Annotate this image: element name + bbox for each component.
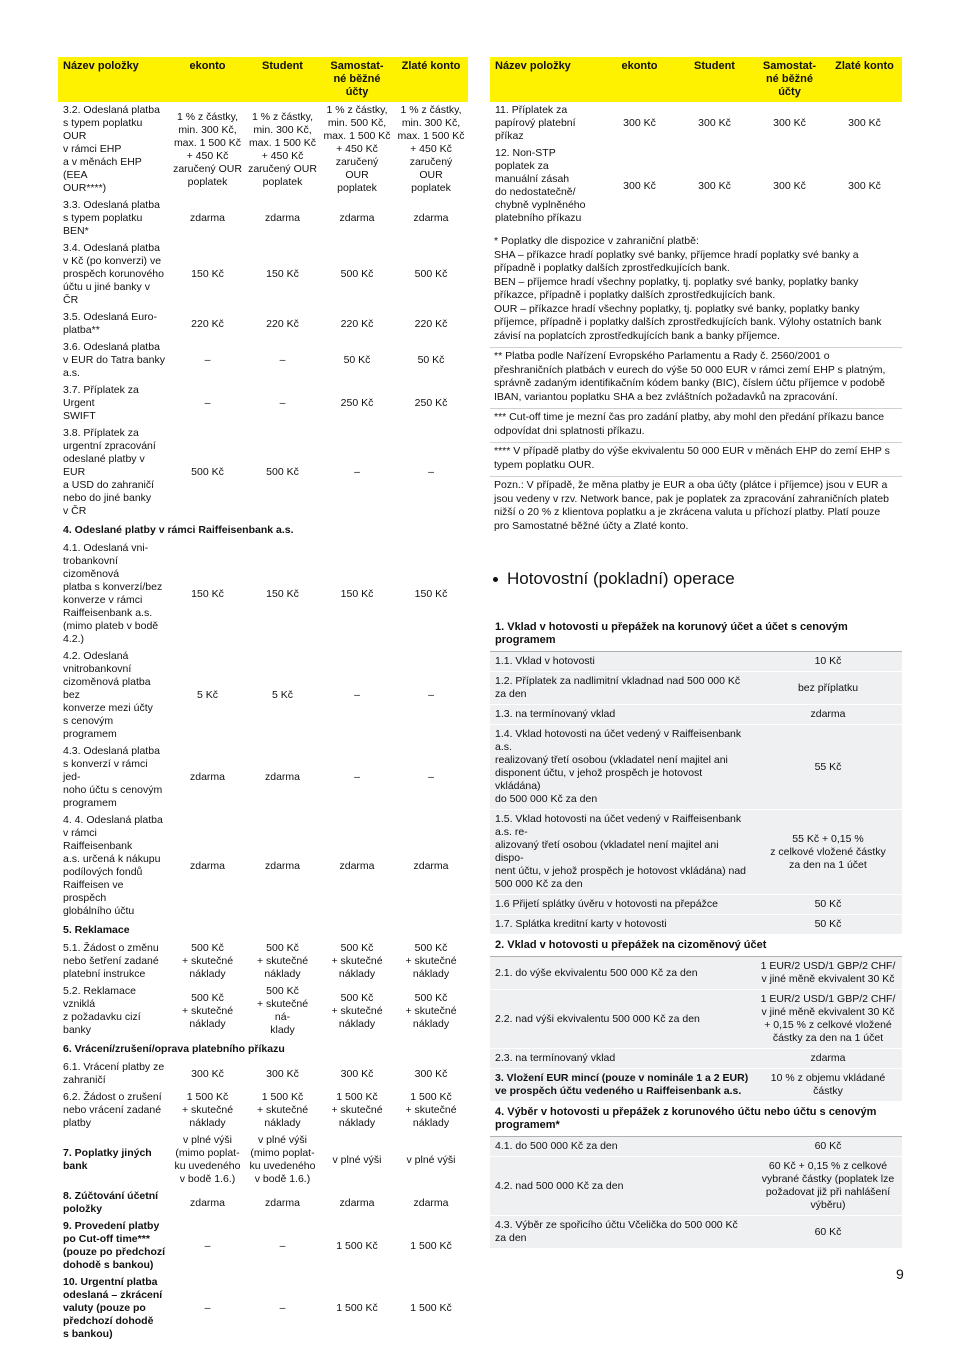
fee-value: 1 500 Kč: [410, 1239, 452, 1252]
fee-value: –: [204, 1302, 211, 1314]
left-fee-table: [58, 57, 468, 1343]
fee-value: –: [204, 397, 211, 409]
table-row: [58, 240, 468, 309]
cash-value: 10 Kč: [754, 652, 902, 672]
fee-value: 300 Kč: [340, 1067, 374, 1080]
fee-value: –: [354, 689, 360, 701]
cash-section-title: 2. Vklad v hotovosti u přepážek na cizoměnový účet: [490, 935, 902, 957]
fee-value: –: [428, 466, 434, 478]
fee-value: 500 Kč: [191, 466, 224, 478]
fee-value: 150 Kč: [191, 268, 224, 280]
table-row: [58, 540, 468, 648]
fee-value: 150 Kč: [414, 587, 448, 600]
cash-value: bez příplatku: [754, 672, 902, 705]
header-row: [490, 57, 902, 102]
fee-value: 500 Kč + skutečné náklady: [181, 942, 234, 980]
fee-value: –: [204, 1239, 211, 1252]
fee-value: 1 % z částky, min. 300 Kč, max. 1 500 Kč + 450 Kč zaručený OUR poplatek: [173, 110, 242, 188]
cash-row: [490, 1137, 902, 1157]
column-header: ekonto: [602, 57, 677, 102]
cash-value: 55 Kč + 0,15 % z celkové vložené částky za den na 1 účet: [754, 810, 902, 895]
fee-value: 1 % z částky, min. 500 Kč, max. 1 500 Kč + 450 Kč zaručený OUR poplatek: [323, 104, 391, 194]
cash-label: 4.3. Výběr ze spořicího účtu Včelička do 500 000 Kč za den: [490, 1216, 754, 1249]
table-row: [490, 145, 902, 227]
fee-value: –: [428, 771, 434, 783]
cash-label: 3. Vložení EUR mincí (pouze v nominále 1 a 2 EUR) ve prospěch účtu vedeného u Raiffeisenbank a.s.: [490, 1069, 754, 1102]
fee-value: 5 Kč: [271, 689, 293, 701]
fee-value: 300 Kč: [773, 179, 806, 192]
cash-row: [490, 1069, 902, 1102]
row-label: 3.3. Odeslaná platba s typem poplatku BEN*: [63, 199, 160, 237]
cash-fee-table: [490, 613, 902, 1249]
fee-value: 500 Kč: [340, 268, 374, 280]
cash-value: 60 Kč + 0,15 % z celkové vybrané částky (poplatek lze požadovat již při nahlášení výběru): [754, 1157, 902, 1216]
fee-value: 1 500 Kč + skutečné náklady: [405, 1091, 457, 1129]
cash-row: [490, 652, 902, 672]
column-header: Název položky: [490, 57, 602, 102]
cash-row: [490, 672, 902, 705]
fee-value: –: [279, 1239, 286, 1252]
column-header: Zlaté konto: [394, 57, 468, 102]
right-fee-table: [490, 57, 902, 227]
table-row: [58, 102, 468, 197]
fee-value: 150 Kč: [266, 587, 299, 600]
fee-value: zdarma: [189, 1196, 225, 1209]
row-label: 4. 4. Odeslaná platba v rámci Raiffeisenbank a.s. určená k nákupu podílových fondů Raiffeisen ve prospěch globálního účtu: [63, 814, 163, 917]
cash-row: [490, 725, 902, 810]
cash-label: 2.1. do výše ekvivalentu 500 000 Kč za den: [490, 957, 754, 990]
row-label: 10. Urgentní platba odeslaná – zkrácení valuty (pouze po předchozí dohodě s bankou): [63, 1276, 163, 1340]
table-row: [58, 812, 468, 920]
fee-value: 1 500 Kč + skutečné náklady: [181, 1091, 234, 1129]
row-label: 3.5. Odeslaná Euro- platba**: [63, 311, 157, 336]
cash-value: 60 Kč: [754, 1216, 902, 1249]
cash-value: zdarma: [754, 705, 902, 725]
fee-value: –: [279, 397, 286, 409]
fee-value: zdarma: [339, 859, 375, 872]
fee-value: 500 Kč + skutečné náklady: [331, 991, 383, 1030]
fee-value: 220 Kč: [191, 317, 224, 330]
section-row: [58, 520, 468, 540]
fee-value: 500 Kč + skutečné ná- klady: [256, 985, 309, 1036]
fee-value: 500 Kč: [266, 466, 299, 478]
fee-value: 500 Kč + skutečné náklady: [405, 942, 457, 980]
table-row: [58, 425, 468, 520]
fee-value: 500 Kč + skutečné náklady: [256, 942, 309, 980]
cash-label: 4.2. nad 500 000 Kč za den: [490, 1157, 754, 1216]
left-fee-table-container: [58, 57, 468, 1343]
fee-value: 1 500 Kč + skutečné náklady: [331, 1091, 383, 1129]
cash-row: [490, 1216, 902, 1249]
cash-operations-heading: [490, 569, 902, 589]
column-header: Samostat- né běžné účty: [752, 57, 827, 102]
column-header: ekonto: [170, 57, 245, 102]
fee-value: 5 Kč: [196, 689, 218, 701]
row-label: 8. Zúčtování účetní položky: [63, 1190, 159, 1215]
cash-section-row: [490, 935, 902, 957]
row-label: 5.1. Žádost o změnu nebo šetření zadané platební instrukce: [63, 942, 159, 980]
fee-value: 300 Kč: [623, 179, 656, 192]
fee-value: v plné výši: [406, 1153, 456, 1166]
fee-value: 300 Kč: [848, 117, 881, 129]
cash-label: 1.5. Vklad hotovosti na účet vedený v Raiffeisenbank a.s. re- alizovaný třetí osobou (vkladatel není majitel ani dispo- nent účtu, v jehož prospěch je hotovost vkládána) nad 500 000 Kč za den: [490, 810, 754, 895]
footnote: ** Platba podle Nařízení Evropského Parlamentu a Rady č. 2560/2001 o přeshraničních platbách v eurech do výše 50 000 EUR v rámci zemí EHP s platným, správně zadaným identifikačním kódem banky (BIC), číslem účtu příjemce v podobě IBAN, variantou poplatku SHA a bez zvláštních požadavků na zpracování.: [490, 348, 902, 409]
fee-value: zdarma: [264, 859, 300, 872]
fee-value: zdarma: [189, 771, 225, 783]
footnote: *** Cut-off time je mezní čas pro zadání platby, aby mohl den předání příkazu bance odpovídat dni splatnosti příkazu.: [490, 409, 902, 443]
fee-value: 250 Kč: [340, 397, 374, 409]
section-title: 4. Odeslané platby v rámci Raiffeisenbank a.s.: [63, 524, 294, 536]
row-label: 4.1. Odeslaná vni- trobankovní cizoměnová platba s konverzí/bez konverze v rámci Raiffeisenbank a.s. (mimo plateb v bodě 4.2.): [63, 542, 163, 645]
section-row: [58, 1039, 468, 1059]
cash-label: 4.1. do 500 000 Kč za den: [490, 1137, 754, 1157]
fee-value: 300 Kč: [266, 1067, 299, 1080]
row-label: 3.6. Odeslaná platba v EUR do Tatra banky a.s.: [63, 341, 165, 379]
row-label: 3.7. Příplatek za Urgent SWIFT: [63, 384, 139, 422]
row-label: 9. Provedení platby po Cut-off time*** (pouze po předchozí dohodě s bankou): [63, 1220, 166, 1271]
row-label: 7. Poplatky jiných bank: [63, 1147, 152, 1172]
bullet-icon: [493, 577, 498, 582]
column-header: Student: [245, 57, 320, 102]
row-label: 6.1. Vrácení platby ze zahraničí: [63, 1061, 165, 1086]
table-row: [58, 1059, 468, 1089]
cash-row: [490, 1049, 902, 1069]
cash-section-row: [490, 1102, 902, 1137]
table-row: [58, 1218, 468, 1274]
fee-value: 1 500 Kč: [410, 1302, 452, 1314]
right-column: [490, 57, 902, 1249]
fee-value: v plné výši (mimo poplat- ku uvedeného v bodě 1.6.): [174, 1134, 241, 1185]
table-row: [58, 339, 468, 382]
fee-value: 300 Kč: [773, 117, 806, 129]
column-header: Student: [677, 57, 752, 102]
section-title: 6. Vrácení/zrušení/oprava platebního příkazu: [63, 1043, 285, 1055]
fee-value: 50 Kč: [417, 354, 445, 366]
fee-value: 50 Kč: [343, 354, 371, 366]
fee-value: –: [354, 771, 360, 783]
page-number: 9: [896, 1266, 904, 1282]
fee-value: zdarma: [264, 771, 300, 783]
cash-label: 1.4. Vklad hotovosti na účet vedený v Raiffeisenbank a.s. realizovaný třetí osobou (vkladatel není majitel ani disponent účtu, v jehož prospěch je hotovost vkládána) do 500 000 Kč za den: [490, 725, 754, 810]
cash-row: [490, 915, 902, 935]
cash-label: 1.7. Splátka kreditní karty v hotovosti: [490, 915, 754, 935]
table-row: [58, 309, 468, 339]
fee-value: 500 Kč + skutečné náklady: [331, 942, 383, 980]
table-row: [490, 102, 902, 145]
fee-value: 500 Kč: [414, 268, 448, 280]
cash-label: 1.3. na termínovaný vklad: [490, 705, 754, 725]
cash-value: 1 EUR/2 USD/1 GBP/2 CHF/ v jiné měně ekvivalent 30 Kč: [754, 957, 902, 990]
cash-value: 1 EUR/2 USD/1 GBP/2 CHF/ v jiné měně ekvivalent 30 Kč + 0,15 % z celkové vložené částky za den na 1 účet: [754, 990, 902, 1049]
cash-value: 50 Kč: [754, 895, 902, 915]
table-row: [58, 1132, 468, 1188]
footnote: **** V případě platby do výše ekvivalentu 50 000 EUR v měnách EHP do zemí EHP s typem poplatku OUR.: [490, 443, 902, 477]
fee-value: zdarma: [339, 212, 375, 224]
fee-value: 150 Kč: [266, 268, 299, 280]
section-title: 5. Reklamace: [63, 924, 130, 936]
fee-value: zdarma: [264, 1196, 300, 1209]
fee-value: v plné výši: [332, 1153, 382, 1166]
table-row: [58, 382, 468, 425]
footnote: * Poplatky dle dispozice v zahraniční platbě: SHA – příkazce hradí poplatky své banky, příjemce hradí poplatky své banky a případně i poplatky dalších zprostředkujících bank. BEN – příjemce hradí všechny poplatky, tj. poplatky své banky, poplatky banky příkazce, případně i poplatky dalších zprostředkujících bank. OUR – příkazce hradí všechny poplatky, tj. poplatky své banky, poplatky banky příjemce, případně i poplatky dalších zprostředkujících bank. Výlohy ostatních bank závisí na poplatcích zprostředkujících bank a banky příjemce.: [490, 233, 902, 348]
fee-value: zdarma: [339, 1196, 375, 1209]
cash-label: 1.1. Vklad v hotovosti: [490, 652, 754, 672]
table-row: [58, 743, 468, 812]
table-row: [58, 648, 468, 743]
fee-value: 220 Kč: [340, 317, 374, 330]
row-label: 5.2. Reklamace vzniklá z požadavku cizí banky: [63, 985, 141, 1036]
cash-section-title: 1. Vklad v hotovosti u přepážek na korunový účet a účet s cenovým programem: [490, 613, 902, 652]
fee-value: zdarma: [413, 212, 449, 224]
row-label: 6.2. Žádost o zrušení nebo vrácení zadané platby: [63, 1091, 162, 1129]
cash-value: 55 Kč: [754, 725, 902, 810]
column-header: Zlaté konto: [827, 57, 902, 102]
cash-row: [490, 990, 902, 1049]
table-row: [58, 1188, 468, 1218]
cash-row: [490, 957, 902, 990]
fee-value: 150 Kč: [340, 587, 374, 600]
fee-value: 250 Kč: [414, 397, 448, 409]
cash-value: 60 Kč: [754, 1137, 902, 1157]
row-label: 4.2. Odeslaná vnitrobankovní cizoměnová platba bez konverze mezi účty s cenovým programem: [63, 650, 153, 740]
table-row: [58, 983, 468, 1039]
cash-value: 50 Kč: [754, 915, 902, 935]
footnote: Pozn.: V případě, že měna platby je EUR a oba účty (plátce i příjemce) jsou v EUR a jsou vedeny v rzv. Network bance, pak je poplatek za zpracování zahraničních plateb nižší o 20 % z klientova poplatku a je zkrácena valuta u příchozí platby. Platí pouze pro Samostatné běžné účty a Zlaté konto.: [494, 479, 889, 532]
fee-value: 1 500 Kč + skutečné náklady: [256, 1091, 309, 1129]
row-label: 4.3. Odeslaná platba s konverzí v rámci jed- noho účtu s cenovým programem: [63, 745, 163, 809]
fee-value: 150 Kč: [191, 587, 224, 600]
fee-value: 220 Kč: [414, 317, 448, 330]
row-label: 11. Příplatek za papírový platební příkaz: [495, 104, 576, 142]
cash-row: [490, 1157, 902, 1216]
cash-value: 10 % z objemu vkládané částky: [754, 1069, 902, 1102]
fee-value: –: [354, 466, 360, 478]
footnotes: [490, 233, 902, 537]
fee-value: 300 Kč: [623, 117, 656, 129]
cash-section-title: 4. Výběr v hotovosti u přepážek z korunového účtu nebo účtu s cenovým programem*: [490, 1102, 902, 1137]
fee-value: zdarma: [189, 212, 225, 224]
fee-value: 300 Kč: [414, 1067, 448, 1080]
cash-section-row: [490, 613, 902, 652]
fee-value: 300 Kč: [191, 1067, 224, 1080]
fee-value: 500 Kč + skutečné náklady: [181, 991, 234, 1030]
cash-row: [490, 810, 902, 895]
header-row: [58, 57, 468, 102]
fee-value: 300 Kč: [698, 179, 731, 192]
fee-value: 1 500 Kč: [336, 1239, 378, 1252]
fee-value: zdarma: [413, 859, 449, 872]
cash-row: [490, 895, 902, 915]
cash-label: 2.3. na termínovaný vklad: [490, 1049, 754, 1069]
row-label: 3.2. Odeslaná platba s typem poplatku OUR v rámci EHP a v měnách EHP (EEA OUR****): [63, 104, 160, 194]
cash-label: 2.2. nad výši ekvivalentu 500 000 Kč za den: [490, 990, 754, 1049]
cash-label: 1.2. Příplatek za nadlimitní vkladnad nad 500 000 Kč za den: [490, 672, 754, 705]
fee-value: zdarma: [413, 1196, 449, 1209]
cash-row: [490, 705, 902, 725]
fee-value: 1 % z částky, min. 300 Kč, max. 1 500 Kč + 450 Kč zaručený OUR poplatek: [248, 110, 317, 188]
cash-value: zdarma: [754, 1049, 902, 1069]
row-label: 12. Non-STP poplatek za manuální zásah do nedostatečně/ chybně vyplněného platebního příkazu: [495, 147, 586, 224]
fee-value: 300 Kč: [848, 179, 881, 192]
fee-value: 500 Kč + skutečné náklady: [405, 991, 457, 1030]
fee-value: –: [204, 354, 211, 366]
fee-value: –: [279, 1302, 286, 1314]
fee-value: zdarma: [264, 212, 300, 224]
fee-value: zdarma: [189, 859, 225, 872]
cash-label: 1.6 Přijetí splátky úvěru v hotovosti na přepážce: [490, 895, 754, 915]
fee-value: –: [428, 689, 434, 701]
row-label: 3.4. Odeslaná platba v Kč (po konverzi) ve prospěch korunového účtu u jiné banky v ČR: [63, 242, 164, 306]
table-row: [58, 1274, 468, 1343]
fee-value: 220 Kč: [266, 317, 299, 330]
column-header: Název položky: [58, 57, 170, 102]
table-row: [58, 197, 468, 240]
column-header: Samostat- né běžné účty: [320, 57, 394, 102]
fee-value: –: [279, 354, 286, 366]
fee-value: 1 500 Kč: [336, 1302, 378, 1314]
fee-value: v plné výši (mimo poplat- ku uvedeného v bodě 1.6.): [249, 1134, 316, 1185]
section-row: [58, 920, 468, 940]
cash-heading-text: Hotovostní (pokladní) operace: [507, 569, 735, 588]
table-row: [58, 940, 468, 983]
fee-value: 300 Kč: [698, 117, 731, 129]
table-row: [58, 1089, 468, 1132]
row-label: 3.8. Příplatek za urgentní zpracování odeslané platby v EUR a USD do zahraničí nebo do jiné banky v ČR: [63, 427, 156, 517]
fee-value: 1 % z částky, min. 300 Kč, max. 1 500 Kč + 450 Kč zaručený OUR poplatek: [397, 104, 465, 194]
